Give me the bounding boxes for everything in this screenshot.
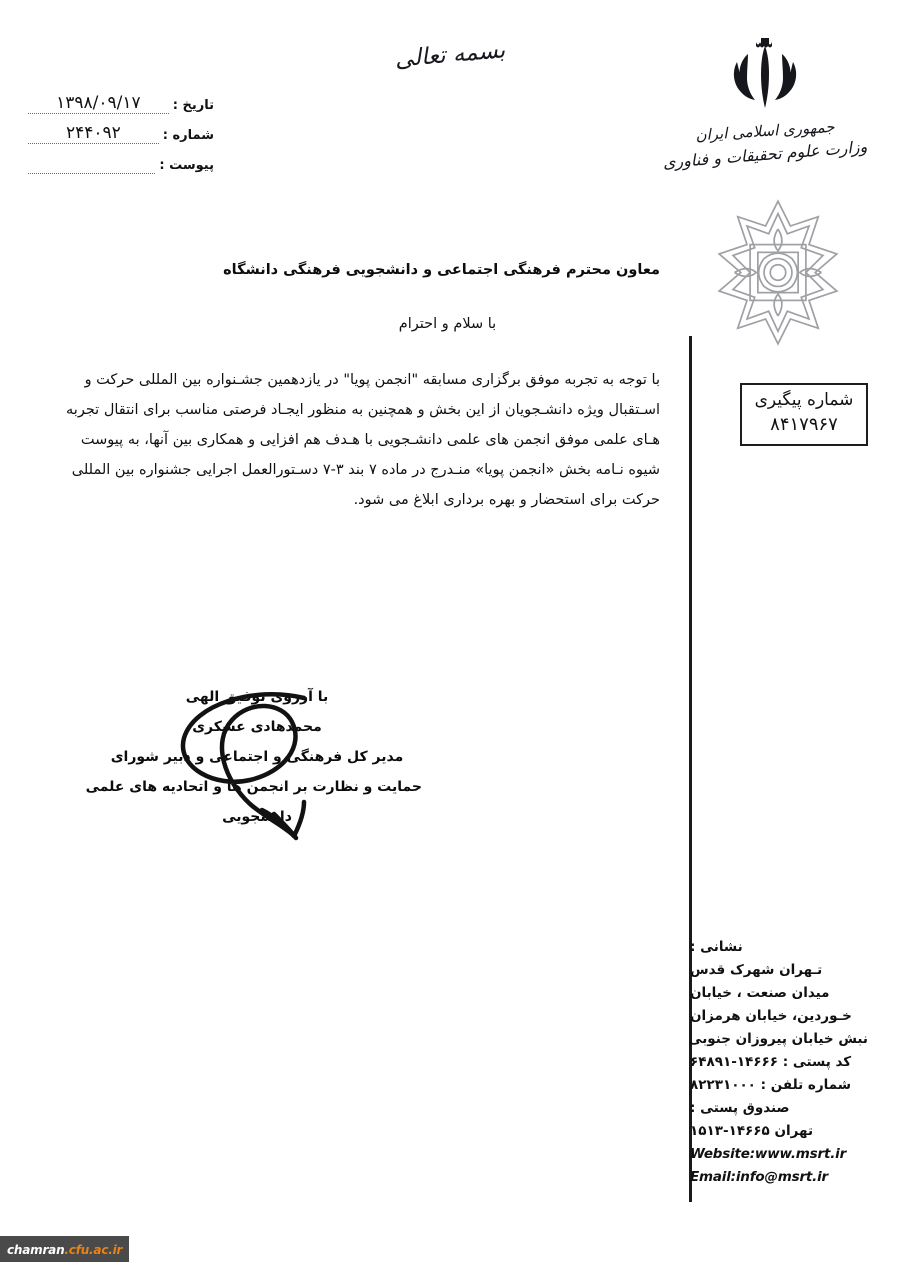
letter-content <box>66 262 660 515</box>
number-label: شماره : <box>162 128 214 143</box>
footer-address-block <box>690 936 868 1189</box>
address-line: نبش خیابان پیروزان جنوبی <box>688 1031 868 1047</box>
address-line: خـوردین، خیابان هرمزان <box>690 1008 852 1024</box>
letter-meta-fields <box>24 86 214 176</box>
meta-row-attachment <box>24 146 214 176</box>
email-line: Email:info@msrt.ir <box>690 1169 828 1185</box>
phone-number: شماره تلفن : ۸۲۲۳۱۰۰۰ <box>690 1077 852 1093</box>
date-rule <box>28 93 169 116</box>
meta-row-number <box>24 116 214 146</box>
meta-row-date <box>24 86 214 116</box>
attachment-label: پیوست : <box>159 158 214 173</box>
watermark-domain: .cfu.ac.ir <box>64 1243 123 1257</box>
islamic-star-ornament-icon <box>698 195 858 350</box>
website-line: Website:www.msrt.ir <box>690 1146 847 1162</box>
emblem-ministry-line: وزارت علوم تحقیقات و فناوری <box>662 136 868 173</box>
address-line: میدان صنعت ، خیابان <box>690 985 830 1001</box>
po-box-label: صندوق پستی : <box>690 1100 790 1116</box>
date-value: ۱۳۹۸/۰۹/۱۷ <box>28 93 169 113</box>
date-label: تاریخ : <box>172 98 214 113</box>
letter-body-line: با توجه به تجربه موفق برگزاری مسابقه "انجمن پویا" در یازدهمین جشـنواره بین المللی حرکت و <box>84 372 660 388</box>
signature-closing: با آرزوی توفیق الهی <box>185 689 329 705</box>
basmala-heading: بسمه تعالی <box>393 37 507 73</box>
watermark-text <box>7 1243 122 1257</box>
letter-greeting: با سلام و احترام <box>398 316 497 332</box>
watermark-prefix: chamran <box>7 1243 65 1257</box>
signature-name: محمدهادی عسکری <box>192 719 322 735</box>
number-value: ۲۴۴۰۹۲ <box>28 123 159 143</box>
signature-title-line: دانشجویی <box>222 809 292 825</box>
po-box-value: تهران ۱۴۶۶۵-۱۵۱۳ <box>690 1123 814 1139</box>
number-rule <box>28 123 159 146</box>
address-line: تـهران شهرک قدس <box>690 962 823 978</box>
letter-body-line: شیوه نـامه بخش «انجمن پویا» منـدرج در ماده ۷ بند ۳-۷ دسـتورالعمل اجرایی جشنواره بین المللی <box>71 462 660 478</box>
emblem-country-line: جمهوری اسلامی ایران <box>695 117 835 145</box>
letter-body-line: هـای علمی موفق انجمن های علمی دانشـجویی با هـدف هم افزایی و همکاری بین آنها، به پیوست <box>80 432 660 448</box>
letter-body-line: حرکت برای استحضار و بهره برداری ابلاغ می شود. <box>353 492 660 508</box>
letter-body <box>66 365 660 515</box>
attachment-rule <box>28 156 155 176</box>
signature-title-line: مدیر کل فرهنگی و اجتماعی و دبیر شورای <box>110 749 404 765</box>
letter-addressee: معاون محترم فرهنگی اجتماعی و دانشجویی فرهنگی دانشگاه <box>223 262 660 278</box>
address-label: نشانی : <box>690 939 743 955</box>
tracking-number-label: شماره پیگیری <box>754 390 854 410</box>
signature-block <box>85 682 422 832</box>
signature-title-line: حمایت و نظارت بر انجمن ها و اتحادیه های علمی <box>85 779 422 795</box>
postal-code: کد پستی : ۱۴۶۶۶-۶۴۸۹۱ <box>690 1054 852 1070</box>
iran-national-emblem-icon <box>717 28 813 116</box>
letter-body-line: اسـتقبال ویژه دانشـجویان از این بخش و همچنین به منظور ایجـاد فرصتی مناسب برای انتقال تجربه <box>66 402 660 418</box>
tracking-number-box <box>740 383 868 446</box>
tracking-number-value: ۸۴۱۷۹۶۷ <box>770 414 838 436</box>
letterhead-emblem-block <box>650 28 880 173</box>
source-watermark <box>0 1236 129 1262</box>
